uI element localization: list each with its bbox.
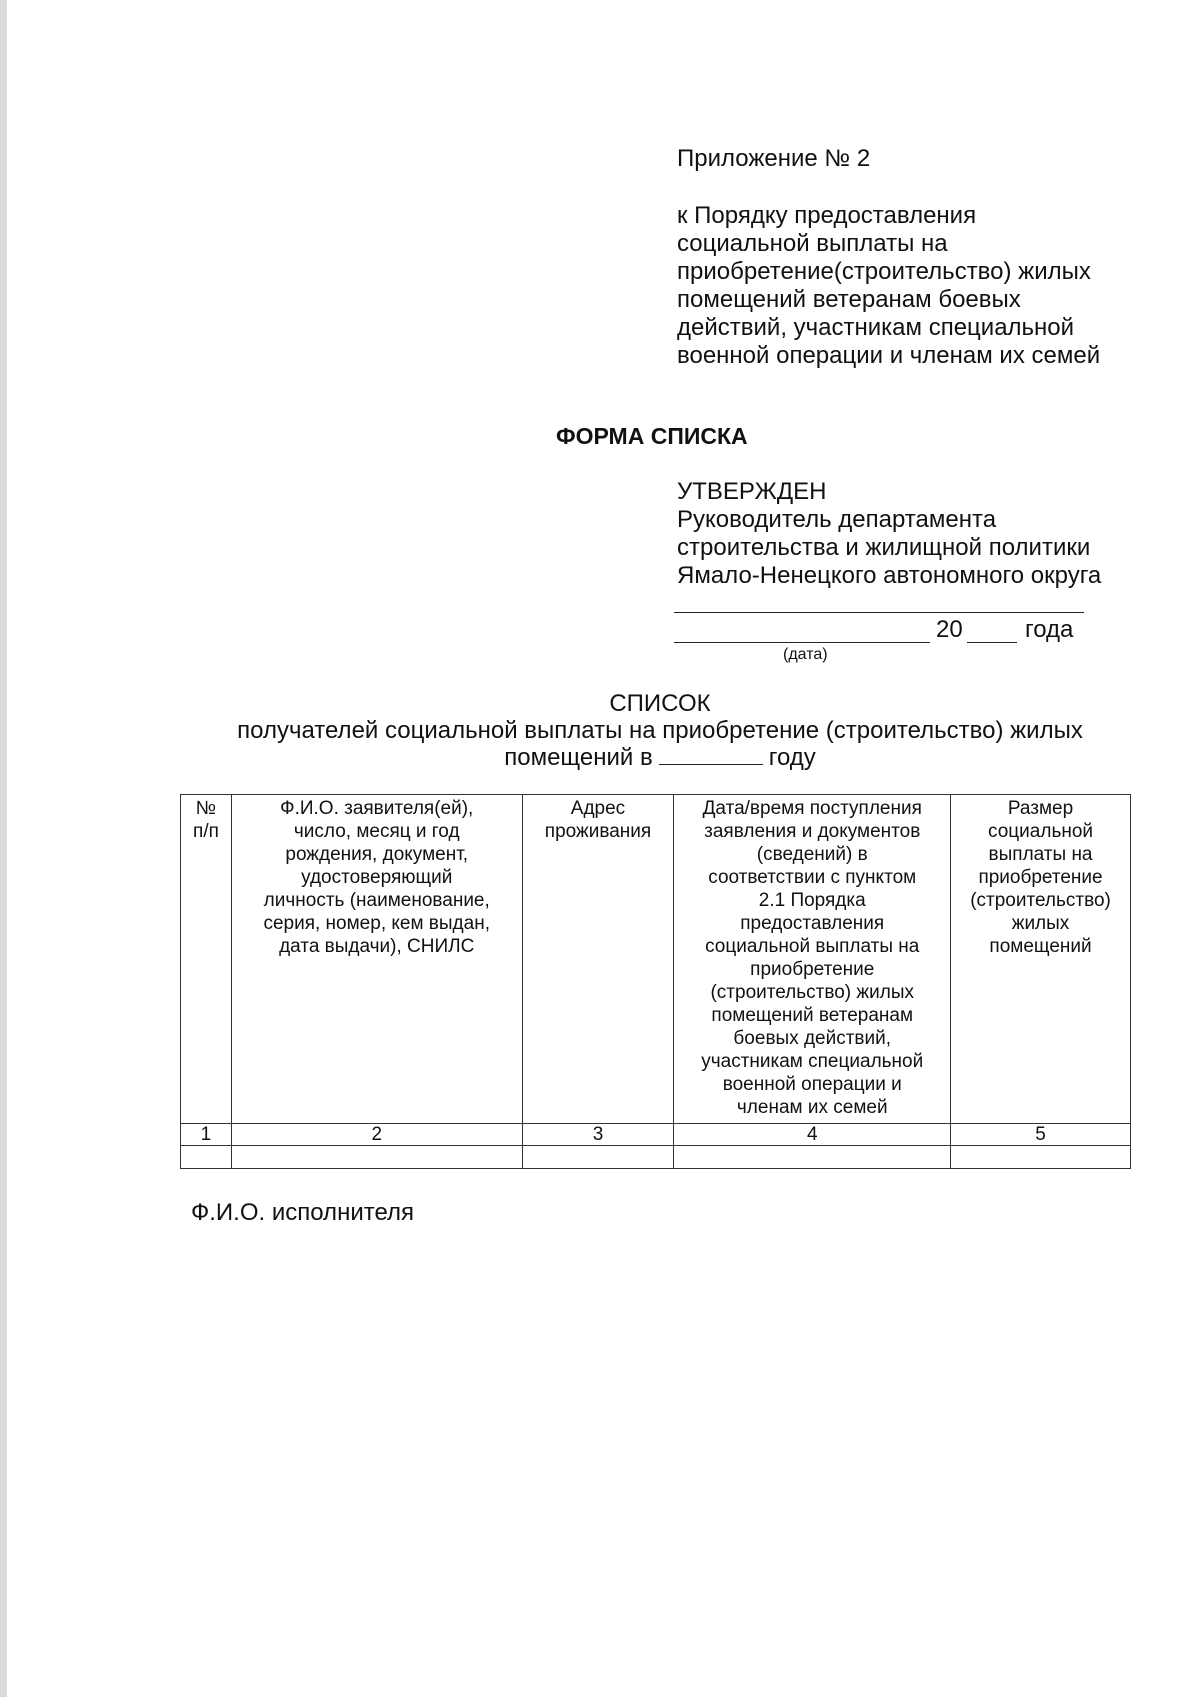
signature-line (674, 612, 1084, 613)
form-title: ФОРМА СПИСКА (556, 423, 748, 449)
list-subtitle-after: году (768, 744, 816, 771)
annex-line: помещений ветеранам боевых (677, 286, 1021, 313)
date-caption: (дата) (783, 646, 828, 663)
year-blank-line (967, 642, 1017, 643)
approval-line: УТВЕРЖДЕН (677, 478, 827, 505)
column-number: 3 (522, 1124, 674, 1146)
list-title: СПИСОК (609, 690, 711, 717)
column-number: 1 (181, 1124, 232, 1146)
table-cell (674, 1146, 951, 1169)
column-number-row (181, 1124, 1131, 1146)
annex-line: социальной выплаты на (677, 230, 948, 257)
column-number: 4 (674, 1124, 951, 1146)
date-blank-line (674, 642, 930, 643)
column-number: 2 (231, 1124, 522, 1146)
year-suffix: года (1025, 616, 1074, 643)
year-blank (659, 744, 763, 765)
page-left-edge (0, 0, 7, 1697)
header-cell-address: Адрес проживания (522, 795, 674, 1124)
approval-line: Руководитель департамента (677, 506, 997, 533)
list-subtitle: получателей социальной выплаты на приобретение (строительство) жилых (237, 717, 1083, 744)
annex-line: военной операции и членам их семей (677, 342, 1101, 369)
list-subtitle-before: помещений в (504, 744, 653, 771)
table-cell (231, 1146, 522, 1169)
annex-line: приобретение(строительство) жилых (677, 258, 1091, 285)
header-cell-applicant: Ф.И.О. заявителя(ей), число, месяц и год рождения, документ, удостоверяющий личность (наименование, серия, номер, кем выдан, дата выдачи), СНИЛС (231, 795, 522, 1124)
table-row (181, 1146, 1131, 1169)
year-prefix: 20 (936, 616, 963, 643)
column-number: 5 (951, 1124, 1131, 1146)
approval-block (677, 478, 1101, 590)
annex-number: Приложение № 2 (677, 145, 871, 172)
approval-line: Ямало-Ненецкого автономного округа (677, 562, 1102, 589)
table-cell (522, 1146, 674, 1169)
header-cell-number: № п/п (181, 795, 232, 1124)
header-cell-date: Дата/время поступления заявления и документов (сведений) в соответствии с пунктом 2.1 Порядка предоставления социальной выплаты на приобретение (строительство) жилых помещений ветеранам боевых действий, участникам специальной военной операции и членам их семей (674, 795, 951, 1124)
list-subtitle-year (100, 744, 1200, 772)
annex-description (677, 202, 1100, 370)
table-header-row (181, 795, 1131, 1124)
table-cell (181, 1146, 232, 1169)
approval-line: строительства и жилищной политики (677, 534, 1091, 561)
annex-line: к Порядку предоставления (677, 202, 977, 229)
annex-line: действий, участникам специальной (677, 314, 1075, 341)
table-cell (951, 1146, 1131, 1169)
recipients-table (180, 794, 1131, 1169)
header-cell-amount: Размер социальной выплаты на приобретение (строительство) жилых помещений (951, 795, 1131, 1124)
executor-label: Ф.И.О. исполнителя (191, 1199, 414, 1226)
